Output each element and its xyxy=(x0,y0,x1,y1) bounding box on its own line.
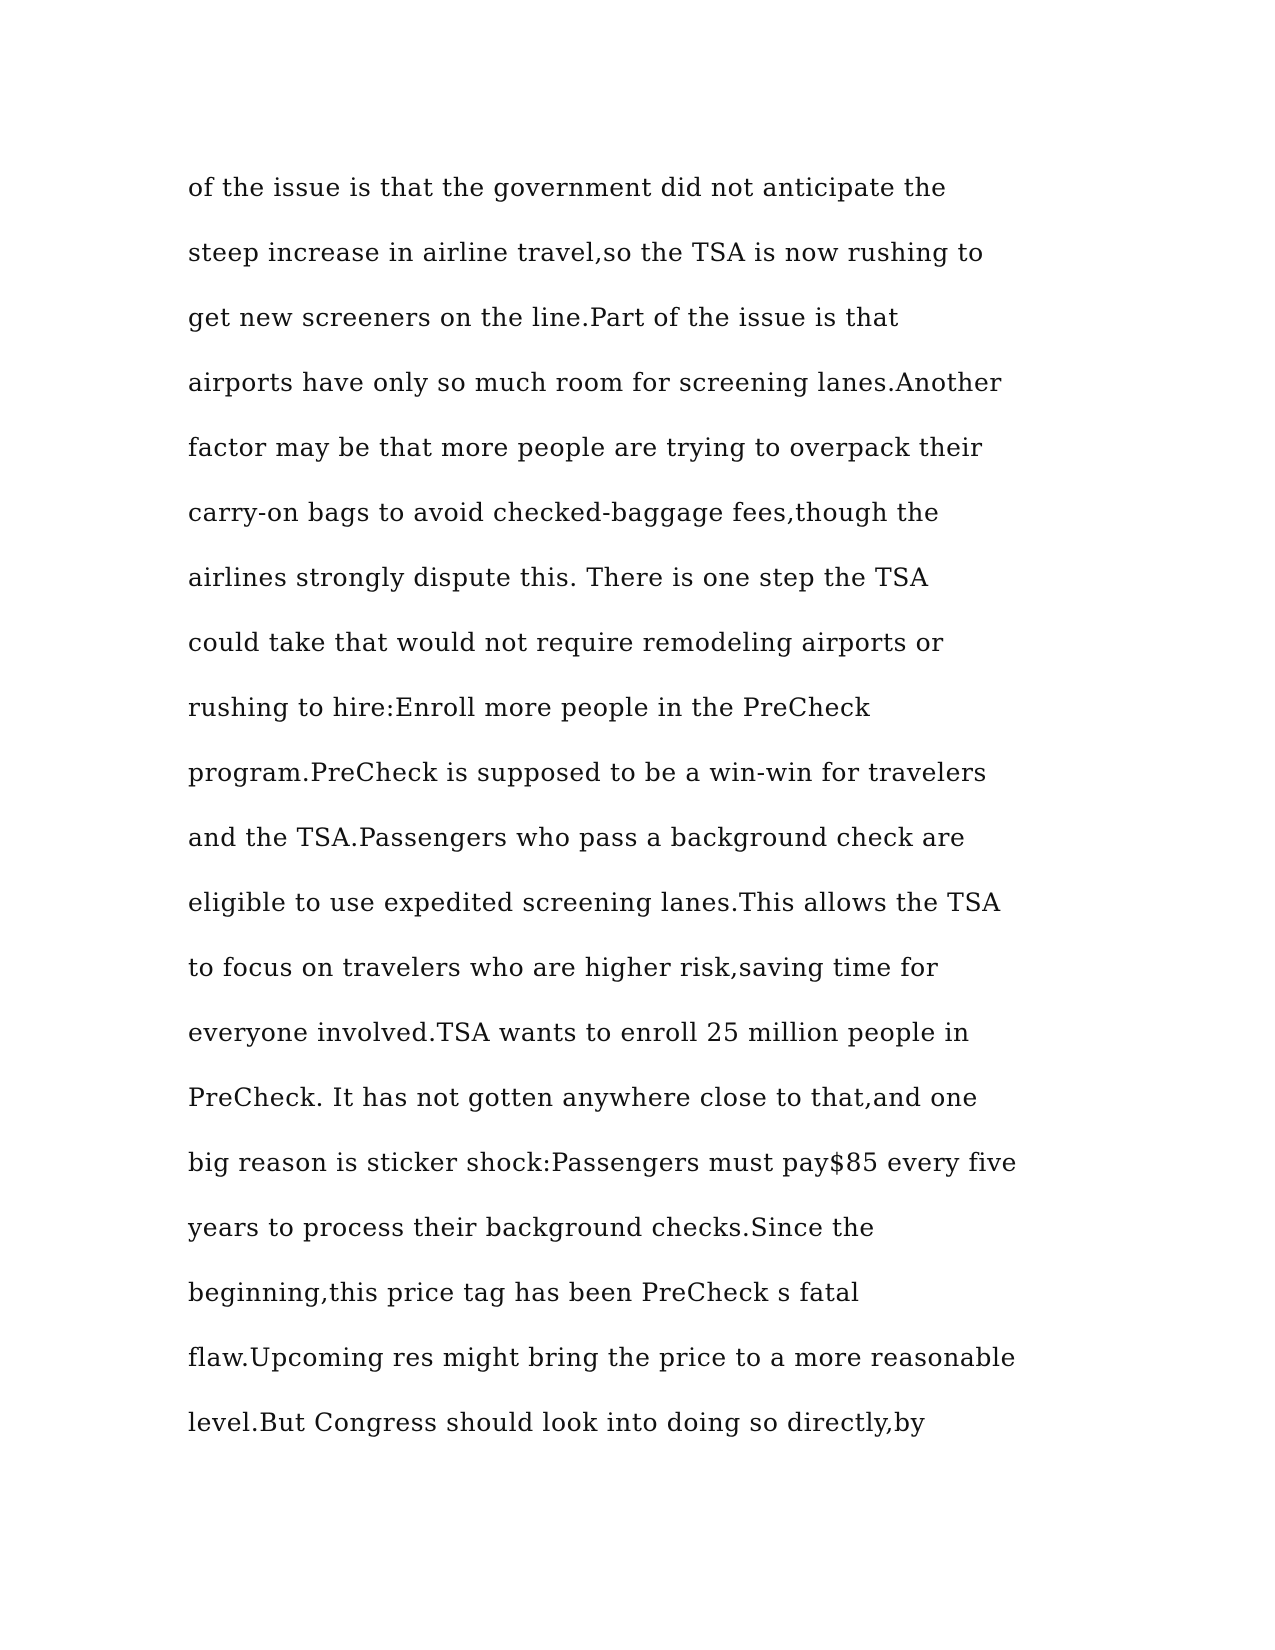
text-line: eligible to use expedited screening lanes.This allows the TSA xyxy=(188,888,1001,917)
text-line: and the TSA.Passengers who pass a background check are xyxy=(188,823,966,852)
text-line: airports have only so much room for screening lanes.Another xyxy=(188,368,1002,397)
text-line: beginning,this price tag has been PreCheck s fatal xyxy=(188,1278,860,1307)
text-line: big reason is sticker shock:Passengers must pay$85 every five xyxy=(188,1148,1018,1177)
body-text xyxy=(188,170,1088,1470)
text-line: carry-on bags to avoid checked-baggage fees,though the xyxy=(188,498,940,527)
text-line: get new screeners on the line.Part of the issue is that xyxy=(188,303,899,332)
text-line: level.But Congress should look into doing so directly,by xyxy=(188,1408,926,1437)
text-line: could take that would not require remodeling airports or xyxy=(188,628,944,657)
text-line: airlines strongly dispute this. There is one step the TSA xyxy=(188,563,929,592)
text-line: everyone involved.TSA wants to enroll 25 million people in xyxy=(188,1018,970,1047)
text-line: steep increase in airline travel,so the TSA is now rushing to xyxy=(188,238,984,267)
text-line: to focus on travelers who are higher risk,saving time for xyxy=(188,953,939,982)
text-line: program.PreCheck is supposed to be a win-win for travelers xyxy=(188,758,987,787)
text-line: PreCheck. It has not gotten anywhere close to that,and one xyxy=(188,1083,978,1112)
text-line: years to process their background checks.Since the xyxy=(188,1213,875,1242)
text-line: flaw.Upcoming res might bring the price to a more reasonable xyxy=(188,1343,1016,1372)
text-line: rushing to hire:Enroll more people in the PreCheck xyxy=(188,693,871,722)
text-line: of the issue is that the government did not anticipate the xyxy=(188,173,947,202)
text-line: factor may be that more people are trying to overpack their xyxy=(188,433,983,462)
